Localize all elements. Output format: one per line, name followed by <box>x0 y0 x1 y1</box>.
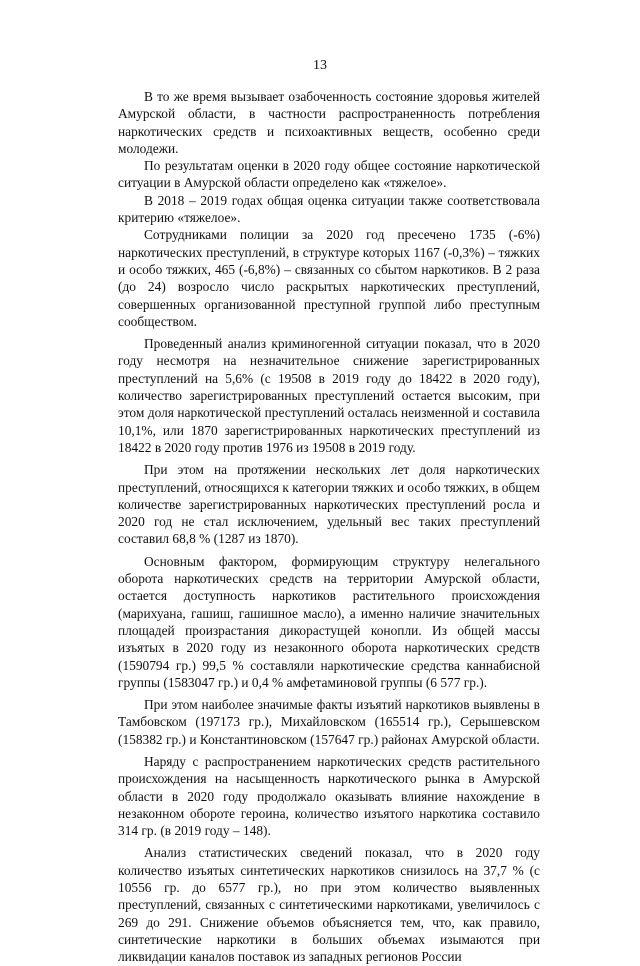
document-body <box>118 88 540 966</box>
paragraph: По результатам оценки в 2020 году общее состояние наркотической ситуации в Амурской области определено как «тяжелое». <box>118 158 540 191</box>
paragraph: При этом на протяжении нескольких лет доля наркотических преступлений, относящихся к категории тяжких и особо тяжких, в общем количестве зарегистрированных наркотических преступлений росла и 2020 год не стал исключением, удельный вес таких преступлений составил 68,8 % (1287 из 1870). <box>118 462 541 547</box>
paragraph: В 2018 – 2019 годах общая оценка ситуации также соответствовала критерию «тяжелое». <box>118 192 540 226</box>
paragraph: Основным фактором, формирующим структуру нелегального оборота наркотических средств на территории Амурской области, остается доступность наркотиков растительного происхождения (марихуана, гашиш, гашишное масло), а именно наличие значительных площадей произрастания дикорастущей конопли. Из общей массы изъятых в 2020 году из незаконного оборота наркотических средств (1590794 гр.) 99,5 % составляли наркотические средства каннабисной группы (1583047 гр.) и 0,4 % амфетаминовой группы (6 577 гр.). <box>118 553 540 690</box>
paragraph: Анализ статистических сведений показал, что в 2020 году количество изъятых синтетических наркотиков снизилось на 37,7 % (с 10556 гр. до 6577 гр.), но при этом количество выявленных преступлений, связанных с синтетическими наркотиками, увеличилось с 269 до 291. Снижение объемов объясняется тем, что, как правило, синтетические наркотики в больших объемах изымаются при ликвидации каналов поставок из западных регионов России <box>118 845 540 965</box>
paragraph: Проведенный анализ криминогенной ситуации показал, что в 2020 году несмотря на незначительное снижение зарегистрированных преступлений на 5,6% (с 19508 в 2019 году до 18422 в 2020 году), количество зарегистрированных преступлений остается высоким, при этом доля наркотической преступлений осталась неизменной и составила 10,1%, или 1870 зарегистрированных наркотических преступлений из 18422 в 2020 году против 1976 из 19508 в 2019 году. <box>118 336 540 455</box>
paragraph: В то же время вызывает озабоченность состояние здоровья жителей Амурской области, в частности распространенность потребления наркотических средств и психоактивных веществ, особенно среди молодежи. <box>118 89 540 156</box>
paragraph: Сотрудниками полиции за 2020 год пресечено 1735 (-6%) наркотических преступлений, в структуре которых 1167 (-0,3%) – тяжких и особо тяжких, 465 (-6,8%) – связанных со сбытом наркотиков. В 2 раза (до 24) возросло число раскрытых наркотических преступлений, совершенных организованной преступной группой либо преступным сообществом. <box>118 227 540 329</box>
page-number: 13 <box>313 58 327 73</box>
paragraph: Наряду с распространением наркотических средств растительного происхождения на насыщенность наркотического рынка в Амурской области в 2020 году продолжало оказывать влияние нахождение в незаконном обороте героина, количество изъятого наркотика составило 314 гр. (в 2019 году – 148). <box>118 753 540 839</box>
paragraph: При этом наиболее значимые факты изъятий наркотиков выявлены в Тамбовском (197173 гр.), Михайловском (165514 гр.), Серышевском (158382 гр.) и Константиновском (157647 гр.) районах Амурской области. <box>118 697 540 747</box>
